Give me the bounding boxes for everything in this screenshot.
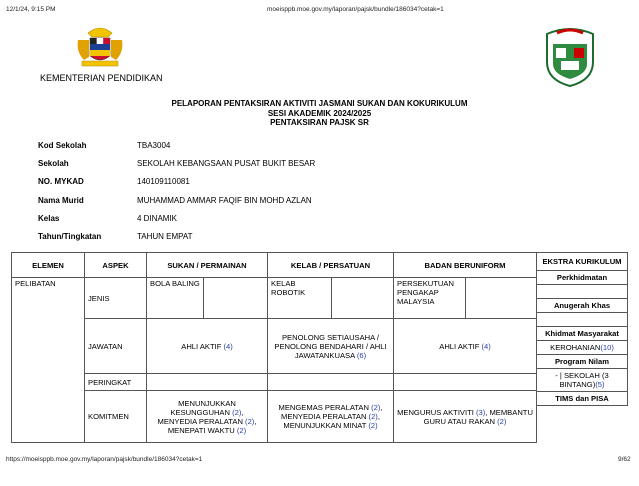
jenis-sukan: BOLA BALING <box>147 278 204 319</box>
info-row-school-code <box>38 141 315 159</box>
info-value: 140109110081 <box>137 177 190 187</box>
info-value: MUHAMMAD AMMAR FAQIF BIN MOHD AZLAN <box>137 195 312 205</box>
info-row-mykad <box>38 177 315 195</box>
aspek-jenis: JENIS <box>85 278 147 319</box>
perkhidmatan-label: Perkhidmatan <box>536 271 628 285</box>
jawatan-kelab-text: PENOLONG SETIAUSAHA / PENOLONG BENDAHARI / AHLI JAWATANKUASA <box>274 332 387 360</box>
peringkat-kelab <box>268 374 394 391</box>
aspek-komitmen: KOMITMEN <box>85 391 147 443</box>
print-datetime: 12/1/24, 9:15 PM <box>6 6 56 13</box>
komitmen-score: (2) <box>245 416 255 426</box>
komitmen-sukan <box>147 391 268 443</box>
print-url: moeisppb.moe.gov.my/laporan/pajsk/bundle/186034?cetak=1 <box>267 6 444 13</box>
col-header-aspek: ASPEK <box>85 253 147 278</box>
table-row-peringkat <box>12 374 537 391</box>
anugerah-label: Anugerah Khas <box>536 299 628 313</box>
info-value: TBA3004 <box>137 141 171 150</box>
col-header-elemen: ELEMEN <box>12 253 85 278</box>
komitmen-score: (2) <box>232 407 242 417</box>
jawatan-sukan <box>147 319 268 374</box>
komitmen-score: (2) <box>236 425 247 435</box>
ministry-name: KEMENTERIAN PENDIDIKAN <box>40 73 163 83</box>
komitmen-text: , MENYEDIA PERALATAN <box>281 403 383 421</box>
info-label: Sekolah <box>38 159 69 169</box>
komitmen-text: , MENUNJUKKAN MINAT <box>283 412 380 430</box>
komitmen-kelab <box>268 391 394 443</box>
komitmen-text: MENGEMAS PERALATAN <box>278 403 372 412</box>
perkhidmatan-value <box>536 285 628 299</box>
col-header-uniform: BADAN BERUNIFORM <box>394 253 537 278</box>
info-value: TAHUN EMPAT <box>137 231 193 241</box>
jawatan-kelab <box>268 319 394 374</box>
komitmen-text: , MEMBANTU GURU ATAU RAKAN <box>423 407 533 426</box>
komitmen-score: (2) <box>497 416 507 426</box>
anugerah-value <box>536 313 628 327</box>
komitmen-text: MENUNJUKKAN KESUNGGUHAN <box>170 398 236 417</box>
report-title: PELAPORAN PENTAKSIRAN AKTIVITI JASMANI SUKAN DAN KOKURIKULUM <box>171 99 468 108</box>
komitmen-uniform <box>394 391 537 443</box>
jawatan-uniform-score: (4) <box>481 341 491 351</box>
info-label: Kod Sekolah <box>38 141 87 150</box>
jenis-uniform: PERSEKUTUAN PENGAKAP MALAYSIA <box>394 278 466 319</box>
jenis-sukan-empty <box>204 278 268 319</box>
program-nilam-label: Program Nilam <box>536 355 628 369</box>
info-label: Kelas <box>38 213 60 223</box>
table-row-jenis <box>12 278 537 319</box>
kerohanian-text: KEROHANIAN <box>550 343 601 352</box>
session-title: SESI AKADEMIK 2024/2025 <box>267 108 372 118</box>
malaysia-coat-of-arms-icon <box>72 24 128 70</box>
aspek-jawatan: JAWATAN <box>85 319 147 374</box>
komitmen-score: (2) <box>368 412 378 421</box>
col-header-kelab: KELAB / PERSATUAN <box>268 253 394 278</box>
jawatan-uniform <box>394 319 537 374</box>
ekstra-kurikulum-panel <box>536 252 628 406</box>
jenis-kelab: KELAB ROBOTIK <box>268 278 332 319</box>
page-number: 9/62 <box>618 456 631 463</box>
komitmen-text: , MENEPATI WAKTU <box>167 416 257 435</box>
program-nilam-text: - | SEKOLAH (3 BINTANG) <box>555 371 609 389</box>
school-logo-icon <box>543 24 597 88</box>
info-label: Nama Murid <box>38 195 84 205</box>
program-nilam-value <box>536 369 628 392</box>
jawatan-uniform-text: AHLI AKTIF <box>439 341 480 351</box>
table-row-komitmen <box>12 391 537 443</box>
info-row-student-name <box>38 196 315 214</box>
jenis-uniform-empty <box>466 278 537 319</box>
table-row-jawatan <box>12 319 537 374</box>
footer-url: https://moeisppb.moe.gov.my/laporan/pajsk/bundle/186034?cetak=1 <box>6 456 203 463</box>
program-nilam-score: (5) <box>595 380 605 389</box>
komitmen-score: (3) <box>475 407 486 417</box>
assessment-title: PENTAKSIRAN PAJSK SR <box>270 118 369 127</box>
table-header-row <box>12 253 537 278</box>
jenis-kelab-empty <box>332 278 394 319</box>
info-label: Tahun/Tingkatan <box>38 231 102 241</box>
aspek-peringkat: PERINGKAT <box>85 374 147 391</box>
assessment-table <box>11 252 537 443</box>
col-header-sukan: SUKAN / PERMAINAN <box>147 253 268 278</box>
khidmat-label: Khidmat Masyarakat <box>536 327 628 341</box>
jawatan-kelab-score: (6) <box>356 350 367 360</box>
ekstra-header: EKSTRA KURIKULUM <box>536 252 628 271</box>
info-value: 4 DINAMIK <box>137 213 178 223</box>
info-row-year <box>38 232 315 250</box>
peringkat-uniform <box>394 374 537 391</box>
kerohanian-score: (10) <box>600 343 614 352</box>
jawatan-sukan-score: (4) <box>223 341 233 351</box>
komitmen-score: (2) <box>371 403 381 412</box>
komitmen-text: , MENYEDIA PERALATAN <box>157 407 246 426</box>
kerohanian-value <box>536 341 628 355</box>
peringkat-sukan <box>147 374 268 391</box>
report-title-block <box>0 99 639 128</box>
elemen-cell: PELIBATAN <box>12 278 85 443</box>
tims-pisa-label: TIMS dan PISA <box>536 392 628 406</box>
komitmen-text: MENGURUS AKTIVITI <box>397 407 476 417</box>
student-info <box>38 141 315 250</box>
info-value: SEKOLAH KEBANGSAAN PUSAT BUKIT BESAR <box>137 159 316 169</box>
info-label: NO. MYKAD <box>38 177 84 187</box>
info-row-class <box>38 214 315 232</box>
info-row-school <box>38 159 315 177</box>
komitmen-score: (2) <box>368 421 378 430</box>
jawatan-sukan-text: AHLI AKTIF <box>181 341 222 351</box>
